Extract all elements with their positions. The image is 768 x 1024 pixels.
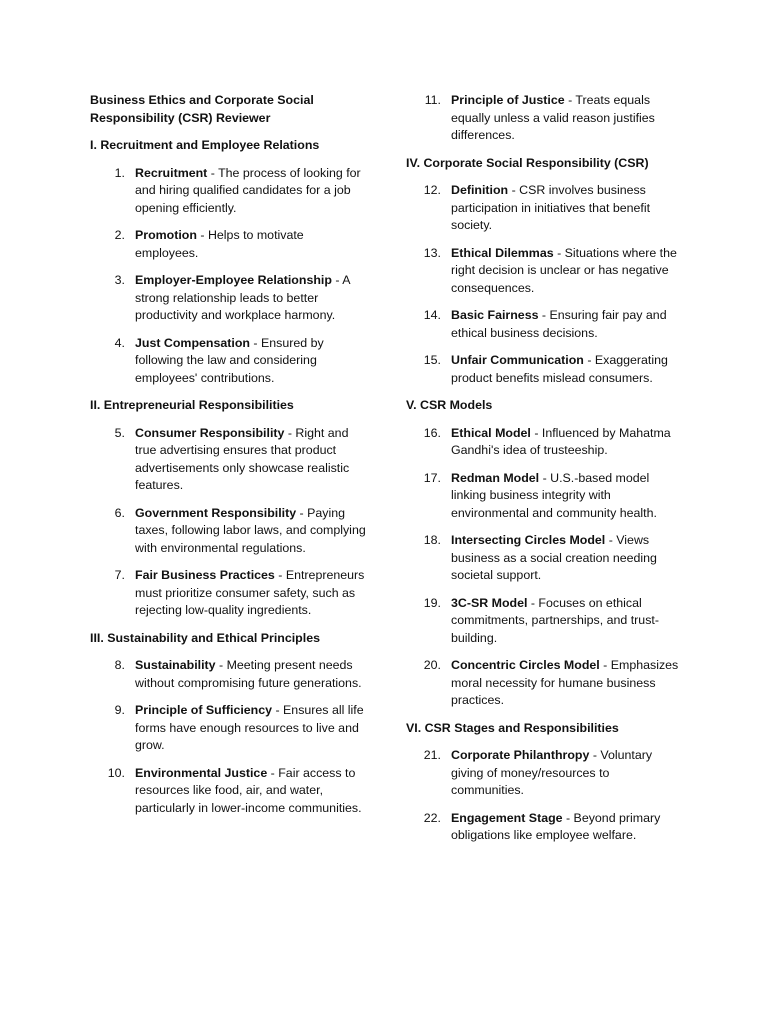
list-item [406, 92, 684, 145]
item-number: 8. [114, 658, 125, 672]
item-description: - Ensured by following the law and considering employees' contributions. [135, 335, 324, 385]
document-title: Business Ethics and Corporate Social Responsibility (CSR) Reviewer [90, 93, 314, 125]
item-term: Consumer Responsibility [135, 425, 285, 440]
item-description: - The process of looking for and hiring qualified candidates for a job opening efficiently. [135, 165, 361, 215]
list-item [406, 532, 684, 585]
list-item [406, 245, 684, 298]
item-description: - Focuses on ethical commitments, partnerships, and trust-building. [451, 595, 659, 645]
section-heading: III. Sustainability and Ethical Principles [90, 630, 320, 645]
numbered-list [406, 425, 684, 710]
section [406, 92, 684, 145]
item-term: Engagement Stage [451, 810, 563, 825]
section-heading: V. CSR Models [406, 398, 493, 412]
numbered-list [406, 747, 684, 845]
section [90, 397, 368, 620]
item-description: - Fair access to resources like food, air, and water, particularly in lower-income communities. [135, 765, 362, 815]
item-term: Principle of Sufficiency [135, 703, 273, 717]
list-item [90, 657, 368, 692]
item-number: 19. [423, 595, 441, 610]
item-number: 20. [423, 658, 441, 672]
item-description: - Emphasizes moral necessity for humane business practices. [451, 658, 679, 707]
item-number: 12. [423, 183, 441, 197]
item-number: 4. [114, 335, 125, 350]
item-number: 1. [114, 165, 125, 180]
item-term: 3C-SR Model [451, 595, 528, 610]
item-number: 17. [423, 470, 441, 485]
item-description: - Meeting present needs without compromising future generations. [135, 658, 362, 690]
list-item [90, 227, 368, 262]
item-description: - CSR involves business participation in initiatives that benefit society. [451, 183, 651, 232]
item-number: 2. [114, 228, 125, 242]
list-item [90, 165, 368, 218]
item-number: 15. [423, 353, 441, 367]
list-item [406, 747, 684, 800]
item-term: Environmental Justice [135, 765, 268, 780]
list-item [406, 470, 684, 523]
section-heading: II. Entrepreneurial Responsibilities [90, 398, 294, 412]
section [90, 137, 368, 387]
item-description: - Paying taxes, following labor laws, and complying with environmental regulations. [135, 505, 366, 555]
section-heading: IV. Corporate Social Responsibility (CSR) [406, 155, 649, 170]
item-description: - Ensuring fair pay and ethical business decisions. [451, 308, 667, 340]
item-description: - Ensures all life forms have enough resources to live and grow. [135, 703, 364, 752]
section [406, 155, 684, 388]
item-term: Government Responsibility [135, 505, 297, 520]
item-number: 7. [114, 568, 125, 582]
list-item [406, 657, 684, 710]
item-term: Ethical Dilemmas [451, 245, 554, 260]
list-item [406, 182, 684, 235]
item-term: Principle of Justice [451, 93, 565, 107]
item-number: 21. [423, 748, 441, 762]
section [406, 720, 684, 845]
list-item [406, 425, 684, 460]
list-item [90, 335, 368, 388]
item-term: Definition [451, 183, 509, 197]
item-term: Intersecting Circles Model [451, 533, 606, 547]
list-item [406, 595, 684, 648]
item-term: Corporate Philanthropy [451, 748, 590, 762]
item-number: 18. [423, 533, 441, 547]
list-item [406, 352, 684, 387]
item-term: Recruitment [135, 165, 208, 180]
item-description: - Beyond primary obligations like employee welfare. [451, 810, 661, 842]
item-number: 22. [423, 810, 441, 825]
list-item [90, 425, 368, 495]
item-description: - A strong relationship leads to better productivity and workplace harmony. [135, 273, 350, 322]
numbered-list [90, 165, 368, 388]
numbered-list [406, 182, 684, 387]
item-description: - U.S.-based model linking business integrity with environmental and community health. [451, 470, 657, 520]
item-term: Sustainability [135, 658, 216, 672]
numbered-list [90, 657, 368, 817]
item-number: 16. [423, 425, 441, 440]
item-term: Unfair Communication [451, 353, 584, 367]
item-number: 5. [114, 425, 125, 440]
list-item [406, 810, 684, 845]
item-number: 11. [424, 93, 441, 107]
item-description: - Influenced by Mahatma Gandhi's idea of trusteeship. [451, 425, 671, 457]
item-number: 9. [114, 703, 125, 717]
item-term: Concentric Circles Model [451, 658, 600, 672]
item-term: Fair Business Practices [135, 568, 275, 582]
item-description: - Helps to motivate employees. [135, 228, 304, 260]
numbered-list [406, 92, 684, 145]
left-column [90, 92, 368, 827]
item-number: 6. [114, 505, 125, 520]
item-description: - Entrepreneurs must prioritize consumer safety, such as rejecting low-quality ingredients. [135, 568, 365, 617]
item-term: Redman Model [451, 470, 540, 485]
item-number: 3. [114, 273, 125, 287]
item-description: - Exaggerating product benefits mislead consumers. [451, 353, 668, 385]
section [90, 630, 368, 818]
list-item [406, 307, 684, 342]
list-item [90, 272, 368, 325]
section [406, 397, 684, 710]
section-heading: I. Recruitment and Employee Relations [90, 138, 320, 152]
item-description: - Treats equals equally unless a valid reason justifies differences. [451, 93, 655, 142]
list-item [90, 765, 368, 818]
item-term: Just Compensation [135, 335, 250, 350]
item-number: 13. [423, 245, 441, 260]
section-heading: VI. CSR Stages and Responsibilities [406, 720, 619, 735]
list-item [90, 702, 368, 755]
item-description: - Views business as a social creation needing societal support. [451, 533, 657, 582]
item-description: - Right and true advertising ensures that product advertisements only showcase realistic features. [135, 425, 350, 492]
right-column [406, 92, 684, 855]
list-item [90, 505, 368, 558]
item-number: 10. [107, 765, 125, 780]
item-term: Employer-Employee Relationship [135, 273, 332, 287]
item-term: Promotion [135, 228, 197, 242]
item-description: - Voluntary giving of money/resources to communities. [451, 748, 653, 797]
list-item [90, 567, 368, 620]
item-term: Basic Fairness [451, 308, 539, 322]
item-term: Ethical Model [451, 425, 531, 440]
item-number: 14. [423, 308, 441, 322]
item-description: - Situations where the right decision is unclear or has negative consequences. [451, 245, 677, 295]
numbered-list [90, 425, 368, 620]
